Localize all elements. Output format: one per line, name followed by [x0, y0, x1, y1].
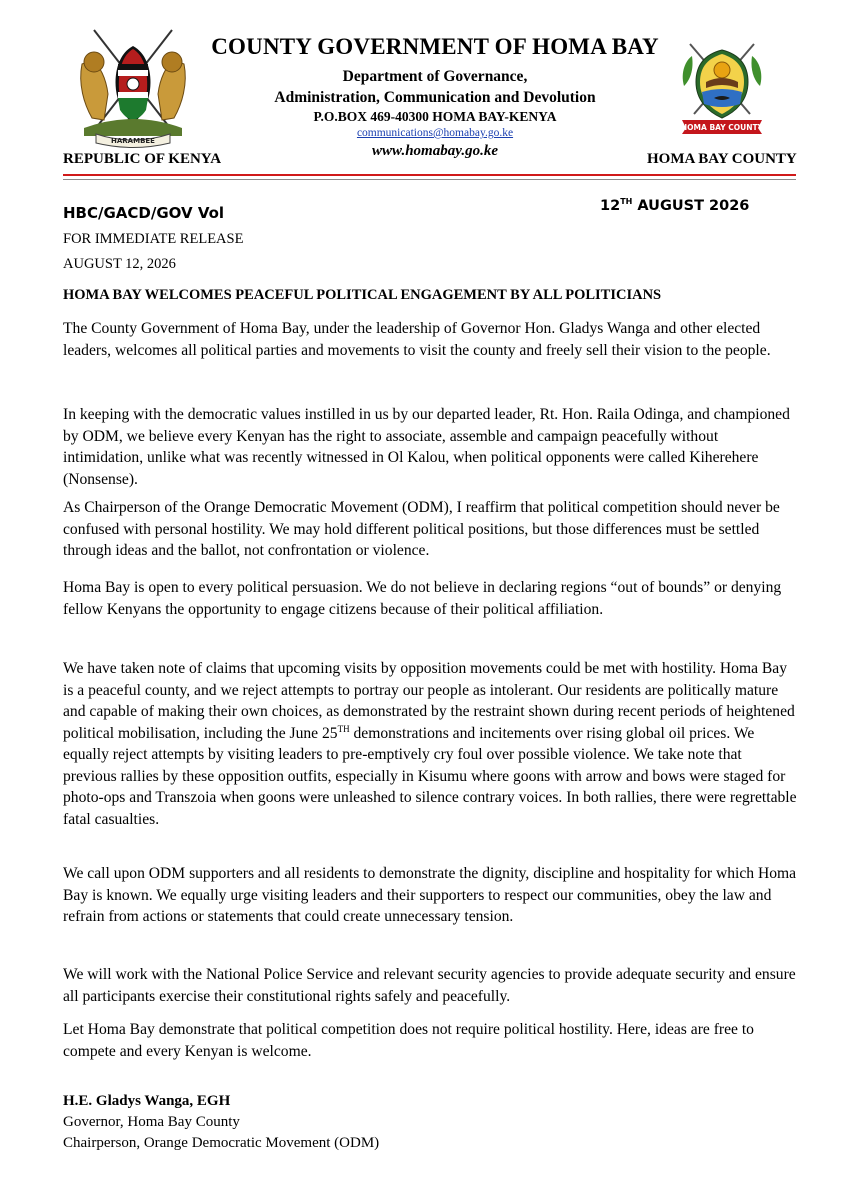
- letterhead-po-box: P.O.BOX 469-40300 HOMA BAY-KENYA: [313, 109, 557, 124]
- body-paragraph-7: We will work with the National Police Service and relevant security agencies to provide adequate security and ensure all participants exercise their constitutional rights safely and peacefully.: [63, 966, 796, 1005]
- kenya-coat-of-arms-icon: [74, 24, 192, 150]
- letter-date-suffix: TH: [620, 197, 633, 206]
- body-paragraph-3: As Chairperson of the Orange Democratic Movement (ODM), I reaffirm that political competition should never be confused with personal hostility. We may hold different political positions, but those differences must be settled through ideas and the ballot, not confrontation or violence.: [63, 499, 780, 559]
- release-label: FOR IMMEDIATE RELEASE: [63, 231, 244, 247]
- body-paragraph-5: [63, 658, 798, 830]
- body-paragraph-5-superscript: TH: [337, 723, 350, 734]
- letterhead-divider-grey: [63, 179, 796, 180]
- reference-number: HBC/GACD/GOV Vol: [63, 204, 225, 222]
- body-paragraph-6: We call upon ODM supporters and all residents to demonstrate the dignity, discipline and hospitality for which Homa Bay is known. We equally urge visiting leaders and their supporters to respect our communities, obey the law and refrain from actions or statements that could create unnecessary tension.: [63, 865, 797, 925]
- svg-text:HOMA BAY COUNTY: HOMA BAY COUNTY: [680, 123, 764, 132]
- letter-date-day: 12: [600, 198, 621, 214]
- letterhead-administration: Administration, Communication and Devolution: [274, 89, 596, 106]
- letterhead-department: Department of Governance,: [342, 68, 528, 85]
- svg-text:HARAMBEE: HARAMBEE: [111, 137, 155, 145]
- homa-bay-county-crest-icon: [676, 36, 768, 136]
- press-release-headline: HOMA BAY WELCOMES PEACEFUL POLITICAL ENGAGEMENT BY ALL POLITICIANS: [63, 287, 662, 303]
- body-paragraph-4: Homa Bay is open to every political persuasion. We do not believe in declaring regions “out of bounds” or denying fellow Kenyans the opportunity to engage citizens because of their political affiliation.: [63, 579, 782, 618]
- body-paragraph-5-part-1: We have taken note of claims that upcoming visits by opposition movements could be met with hostility. Homa Bay is a peaceful county, and we reject attempts to portray our people as intolerant. Our residents are politically mature and capable of making their own choices, as demonstrated by the restraint shown during recent periods of heightened political mobilisation, including the June 25: [63, 660, 795, 742]
- body-paragraph-2: In keeping with the democratic values instilled in us by our departed leader, Rt. Hon. Raila Odinga, and championed by ODM, we believe every Kenyan has the right to associate, assemble and campaign peacefully without intimidation, unlike what was recently witnessed in Ol Kalou, when political opponents were called Kiherehere (Nonsense).: [63, 406, 790, 488]
- body-paragraph-5-part-2: demonstrations and incitements over rising global oil prices. We equally reject attempts by visiting leaders to pre-emptively cry foul over possible violence. We take note that previous rallies by these opposition outfits, especially in Kisumu where goons with arrow and bows were staged for photo-ops and Transzoia when goons were unleashed to silence contrary voices. In both rallies, there were regrettable fatal casualties.: [63, 724, 797, 828]
- signatory-title-chairperson: Chairperson, Orange Democratic Movement (ODM): [63, 1135, 380, 1151]
- signatory-name: H.E. Gladys Wanga, EGH: [63, 1093, 231, 1109]
- letter-date-rest: AUGUST 2026: [637, 198, 750, 214]
- release-date: AUGUST 12, 2026: [63, 256, 176, 272]
- letter-date: [600, 198, 749, 214]
- body-paragraph-1: The County Government of Homa Bay, under the leadership of Governor Hon. Gladys Wanga and other elected leaders, welcomes all political parties and movements to visit the county and freely sell their vision to the people.: [63, 320, 771, 359]
- body-paragraph-8: Let Homa Bay demonstrate that political competition does not require political hostility. Here, ideas are free to compete and every Kenyan is welcome.: [63, 1021, 754, 1060]
- letterhead-website: www.homabay.go.ke: [372, 143, 498, 159]
- republic-of-kenya-label: REPUBLIC OF KENYA: [63, 151, 222, 167]
- signatory-title-governor: Governor, Homa Bay County: [63, 1114, 240, 1130]
- letterhead-email-link[interactable]: communications@homabay.go.ke: [356, 127, 514, 139]
- letterhead-title: COUNTY GOVERNMENT OF HOMA BAY: [211, 34, 659, 59]
- homa-bay-county-label: HOMA BAY COUNTY: [647, 151, 797, 167]
- letterhead-divider-red: [63, 174, 796, 176]
